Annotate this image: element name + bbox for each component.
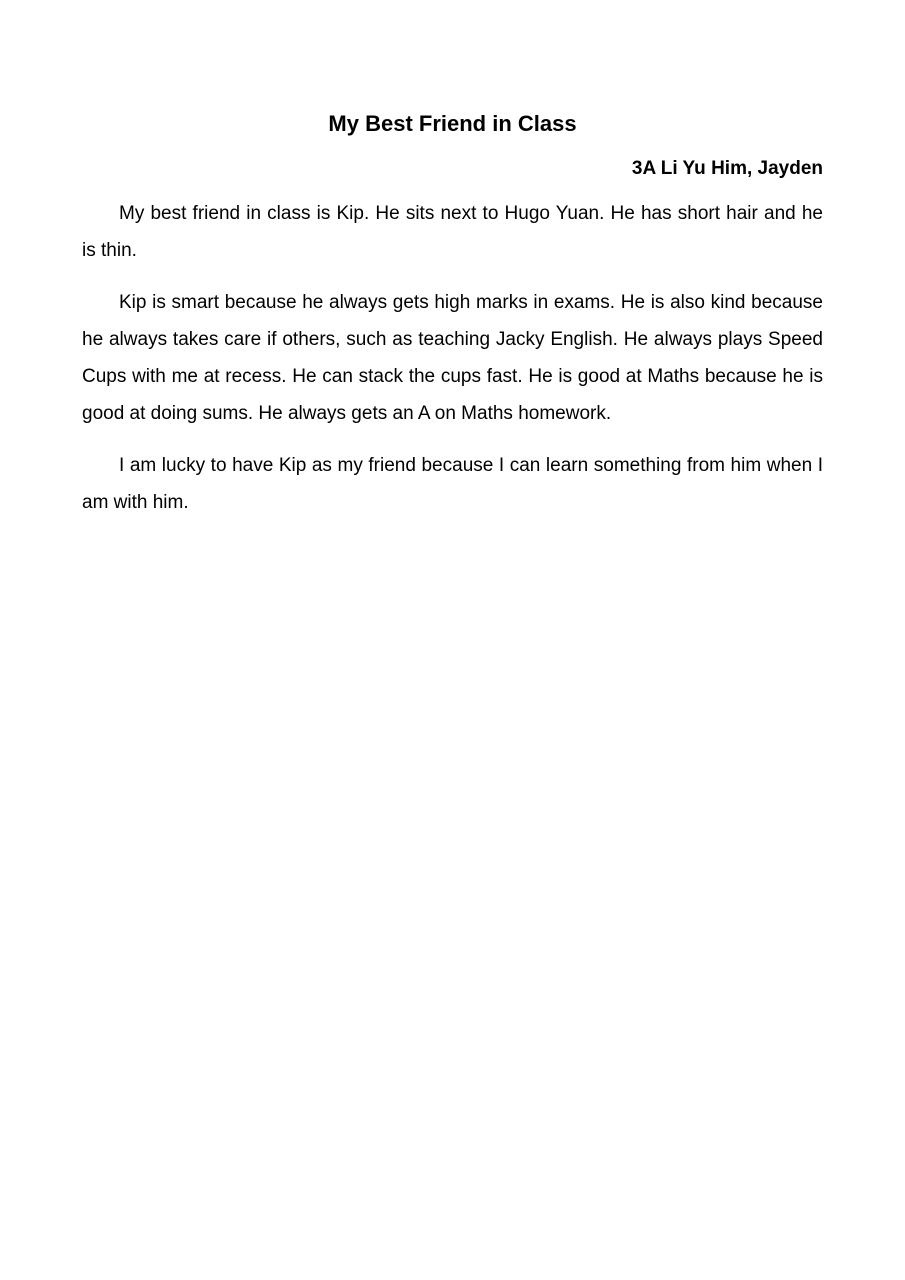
- paragraph-3: I am lucky to have Kip as my friend because I can learn something from him when I am with him.: [82, 455, 823, 513]
- paragraph-2: Kip is smart because he always gets high marks in exams. He is also kind because he always takes care if others, such as teaching Jacky English. He always plays Speed Cups with me at recess. He can stack the cups fast. He is good at Maths because he is good at doing sums. He always gets an A on Maths homework.: [82, 292, 823, 424]
- essay-body: [82, 195, 823, 536]
- paragraph-1: My best friend in class is Kip. He sits next to Hugo Yuan. He has short hair and he is thin.: [82, 203, 823, 261]
- page-title: My Best Friend in Class: [328, 111, 577, 136]
- author-line: 3A Li Yu Him, Jayden: [631, 158, 823, 179]
